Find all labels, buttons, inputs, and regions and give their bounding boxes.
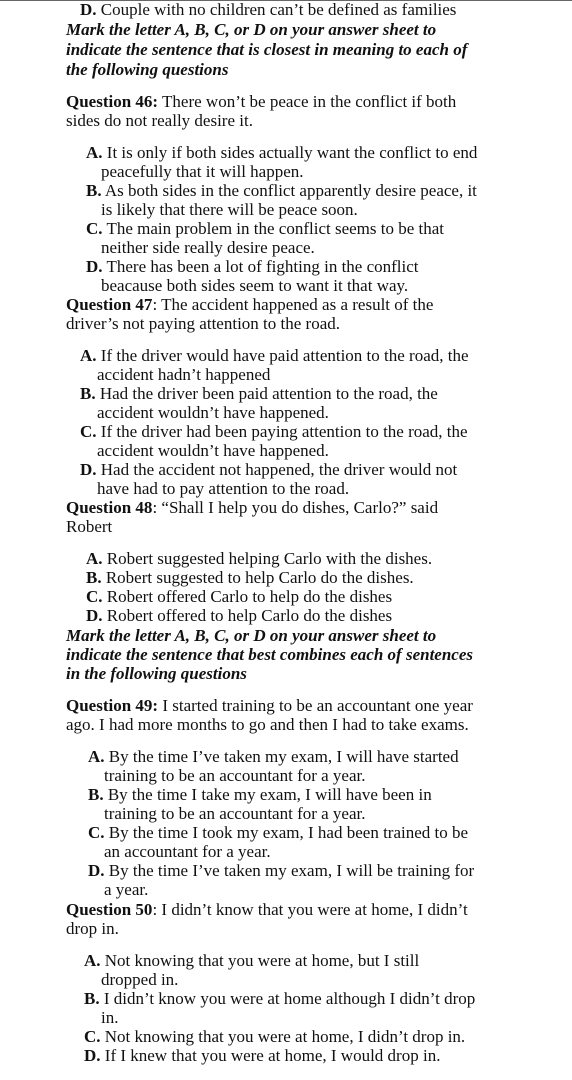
option-a[interactable]: A. By the time I’ve taken my exam, I will have started (88, 747, 459, 766)
option-a[interactable]: A. It is only if both sides actually want the conflict to end (86, 143, 478, 162)
option-d[interactable]: D. By the time I’ve taken my exam, I will be training for (88, 861, 475, 880)
option-d[interactable]: D. Robert offered to help Carlo do the dishes (86, 606, 393, 625)
option-c[interactable]: C. Robert offered Carlo to help do the dishes (86, 587, 393, 606)
option-d[interactable]: D. Had the accident not happened, the driver would not (80, 460, 458, 479)
option-b[interactable]: B. I didn’t know you were at home although I didn’t drop (84, 989, 476, 1008)
option-d[interactable]: D. If I knew that you were at home, I would drop in. (84, 1046, 441, 1065)
question-stem: Question 46: There won’t be peace in the conflict if both (66, 92, 457, 111)
option-b[interactable]: B. Had the driver been paid attention to the road, the (80, 384, 438, 403)
option-c[interactable]: C. By the time I took my exam, I had been trained to be (88, 823, 469, 842)
option-b[interactable]: B. As both sides in the conflict apparently desire peace, it (86, 181, 477, 200)
prev-option-d: D. Couple with no children can’t be defined as families (80, 0, 457, 19)
option-c[interactable]: C. The main problem in the conflict seems to be that (86, 219, 445, 238)
option-a[interactable]: A. Not knowing that you were at home, but I still (84, 951, 420, 970)
question-stem: Question 50: I didn’t know that you were at home, I didn’t (66, 900, 468, 919)
option-d[interactable]: D. There has been a lot of fighting in the conflict (86, 257, 419, 276)
option-c[interactable]: C. If the driver had been paying attention to the road, the (80, 422, 468, 441)
option-a[interactable]: A. If the driver would have paid attention to the road, the (80, 346, 469, 365)
option-b[interactable]: B. Robert suggested to help Carlo do the dishes. (86, 568, 414, 587)
option-a[interactable]: A. Robert suggested helping Carlo with the dishes. (86, 549, 433, 568)
question-stem: Question 49: I started training to be an accountant one year (66, 696, 473, 715)
option-b[interactable]: B. By the time I take my exam, I will have been in (88, 785, 432, 804)
question-stem: Question 48: “Shall I help you do dishes, Carlo?” said (66, 498, 439, 517)
question-stem: Question 47: The accident happened as a result of the (66, 295, 434, 314)
option-c[interactable]: C. Not knowing that you were at home, I didn’t drop in. (84, 1027, 466, 1046)
